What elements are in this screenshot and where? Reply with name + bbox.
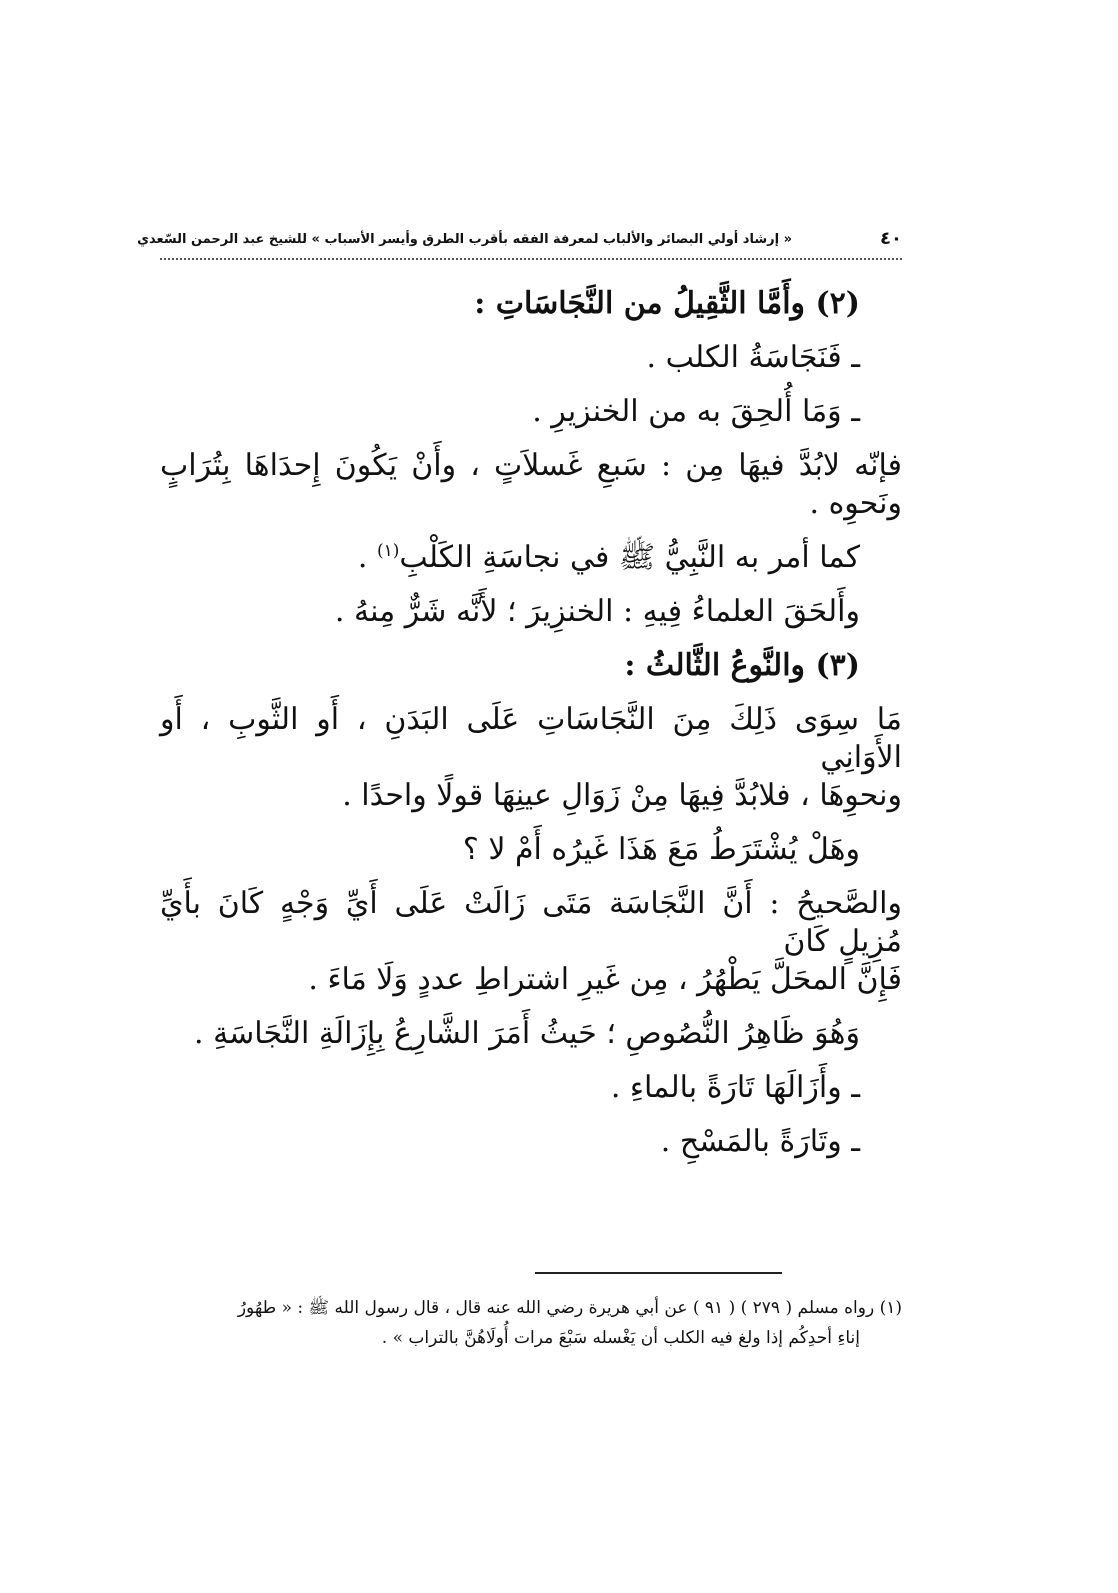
text-line: ـ فَنَجَاسَةُ الكلب .	[646, 340, 860, 375]
footnote-line: إناءِ أحدِكُم إذا ولغ فيه الكلب أن يَغْسله سَبْعَ مرات أُولَاهُنَّ بالتراب » .	[381, 1328, 860, 1348]
footnote-divider	[535, 1272, 782, 1274]
section-heading-third-type: (٣) والنَّوعُ الثَّالثُ :	[624, 648, 860, 683]
footnote-ref: (١)	[376, 541, 400, 561]
text-line: فإنّه لابُدَّ فيهَا مِن : سَبعِ غَسلاَتٍ ، وأَنْ يَكُونَ إِحدَاهَا بِتُرَابٍ ونَحوِه .	[160, 448, 902, 521]
text-span: .	[357, 540, 377, 575]
running-title: « إرشاد أولي البصائر والألباب لمعرفة الفقه بأقرب الطرق وأيسر الأسباب » للشيخ عبد الرحمن السّعدي	[137, 232, 792, 247]
text-line: مَا سِوَى ذَلِكَ مِنَ النَّجَاسَاتِ عَلَى البَدَنِ ، أَو الثَّوبِ ، أَو الأَوَانِي	[160, 702, 902, 775]
header-divider	[160, 258, 902, 260]
text-span: كما أمر به النَّبِيُّ ﷺ في نجاسَةِ الكَلْبِ	[399, 540, 860, 575]
text-line-with-footnote-ref	[160, 539, 860, 577]
page-number: ٤٠	[880, 228, 902, 249]
text-line: والصَّحيحُ : أَنَّ النَّجَاسَة مَتَى زَالَتْ عَلَى أَيِّ وَجْهٍ كَانَ بأَيِّ مُزِيلٍ كَانَ	[160, 886, 902, 959]
footnotes	[160, 1293, 902, 1353]
text-line: ونحوِهَا ، فلابُدَّ فِيهَا مِنْ زَوَالِ عينِهَا قولًا واحدًا .	[342, 778, 902, 813]
text-line: ـ وَمَا أُلحِقَ به من الخنزيرِ .	[532, 394, 860, 429]
footnote-line: (١) رواه مسلم ( ٢٧٩ ) ( ٩١ ) عن أبي هريرة رضي الله عنه قال ، قال رسول الله ﷺ : « طهُورُ	[237, 1298, 902, 1318]
text-line: وهَلْ يُشْتَرَطُ مَعَ هَذَا غَيرُه أَمْ لا ؟	[462, 832, 860, 867]
text-line: ـ وأَزَالَهَا تَارَةً بالماءِ .	[610, 1070, 860, 1105]
running-header	[137, 228, 902, 256]
text-line: وأَلحَقَ العلماءُ فِيهِ : الخنزِيرَ ؛ لأَنَّه شَرٌّ مِنهُ .	[334, 594, 860, 629]
text-line: ـ وتَارَةً بالمَسْحِ .	[660, 1124, 860, 1159]
section-heading-heavy-impurities: (٢) وأَمَّا الثَّقِيلُ من النَّجَاسَاتِ :	[474, 286, 860, 321]
main-text	[160, 285, 902, 1161]
text-line: فَإِنَّ المحَلَّ يَطْهُرُ ، مِن غَيرِ اشتراطِ عددٍ وَلَا مَاءَ .	[308, 962, 902, 997]
text-line: وَهُوَ ظَاهِرُ النُّصُوصِ ؛ حَيثُ أَمَرَ الشَّارِعُ بِإِزَالَةِ النَّجَاسَةِ .	[194, 1016, 860, 1051]
